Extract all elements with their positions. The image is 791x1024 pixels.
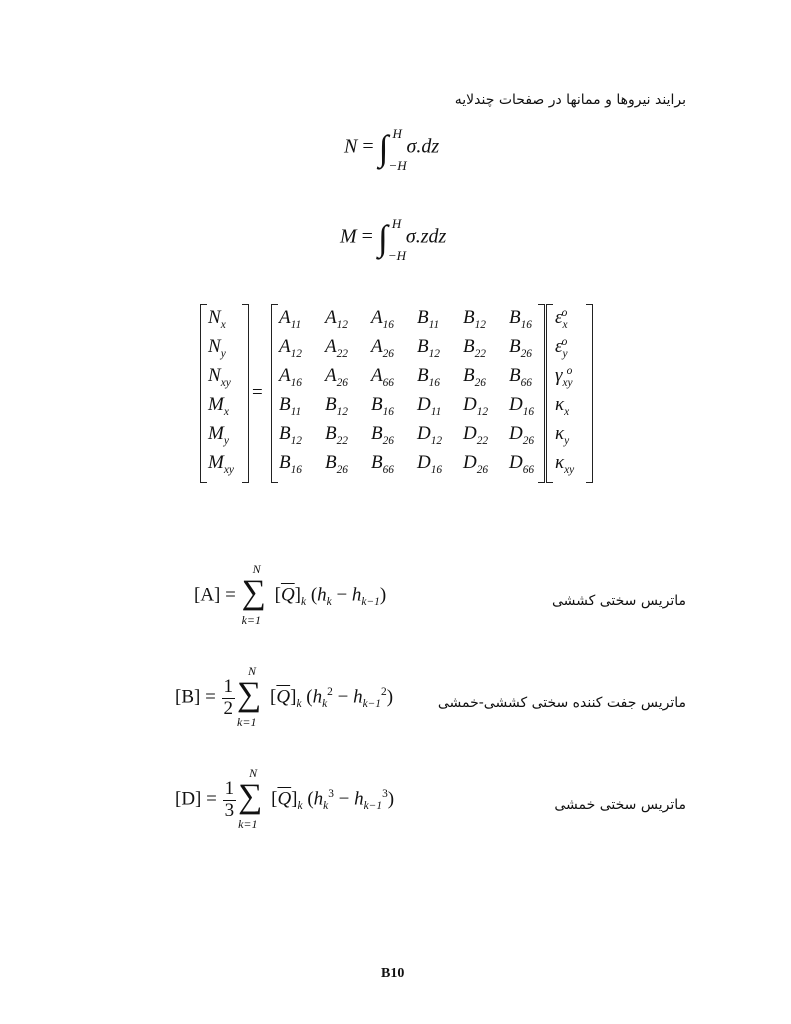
sum-lower: k=1 (238, 817, 258, 831)
strain-curvature-entry (555, 452, 575, 476)
left-bracket (271, 304, 278, 483)
symbol-subscript: 11 (428, 318, 440, 331)
symbol-subscript: x (220, 318, 226, 331)
stiffness-matrix-cell (417, 365, 440, 387)
definition-lhs: [D] (175, 788, 202, 810)
integral-lower-limit: −H (388, 158, 407, 173)
symbol-subscript: xy (220, 376, 231, 389)
integral-lower-limit: −H (387, 248, 406, 263)
right-bracket (242, 304, 249, 483)
symbol-subscript: 26 (474, 376, 486, 389)
stiffness-matrix-cell (463, 336, 486, 358)
symbol-base: B (509, 307, 521, 328)
stiffness-matrix-cell (463, 394, 488, 416)
symbol-base: D (417, 423, 431, 444)
stiffness-matrix-cell (279, 394, 301, 416)
symbol-base: M (208, 452, 224, 473)
sum-lower: k=1 (237, 715, 257, 729)
equation-lhs: M (340, 225, 357, 248)
definition-formula: [B] = $\frac{1}{2}$ N ∑ k=1 $[\overline{Q}]_k$ $(h_k^2 - h_{k-1}^2)$ (175, 664, 394, 729)
symbol-base: A (371, 365, 383, 386)
stiffness-matrix-cell (417, 452, 442, 474)
strain-curvature-entry (555, 394, 570, 418)
strain-curvature-entry (555, 336, 567, 358)
stiffness-matrix-cell (371, 394, 394, 416)
symbol-subscript: 26 (382, 434, 394, 447)
sum-upper: N (249, 766, 258, 780)
symbol-subscript: 22 (336, 434, 348, 447)
symbol-base: D (509, 452, 523, 473)
right-bracket (586, 304, 593, 483)
symbol-base: B (371, 394, 383, 415)
symbol-subscript: 12 (474, 318, 486, 331)
symbol-base: B (325, 394, 337, 415)
stiffness-matrix-cell (279, 423, 302, 445)
left-bracket (546, 304, 553, 483)
symbol-subscript: 12 (428, 347, 440, 360)
stiffness-matrix-cell (279, 336, 302, 358)
symbol-base: B (417, 336, 429, 357)
symbol-base: B (417, 307, 429, 328)
equation-integrand: σ.dz (406, 135, 440, 158)
stiffness-matrix-cell (279, 365, 302, 387)
symbol-base: B (463, 336, 475, 357)
left-bracket (200, 304, 207, 483)
sum-upper: N (248, 664, 257, 678)
stiffness-matrix-cell (279, 307, 301, 329)
symbol-base: B (509, 336, 521, 357)
symbol-subscript: 16 (290, 463, 302, 476)
symbol-base: N (208, 307, 221, 328)
symbol-subscript: 12 (430, 434, 443, 447)
stiffness-matrix-cell (509, 394, 534, 416)
stiffness-matrix-cell (417, 423, 442, 445)
symbol-base: κ (555, 394, 565, 415)
stiffness-matrix-cell (325, 365, 348, 387)
sum-upper: N (252, 562, 261, 576)
exponent: 2 (327, 686, 333, 699)
strain-curvature-entry (555, 423, 570, 447)
symbol-base: B (279, 394, 291, 415)
symbol-base: A (371, 336, 383, 357)
stiffness-matrix-cell (325, 423, 348, 445)
equation-integrand: σ.zdz (405, 225, 447, 248)
page-number: B10 (381, 966, 405, 981)
integral-upper-limit: H (391, 216, 402, 231)
equation-moment-resultant: M = ∫ H −H σ.zdz (340, 216, 447, 263)
symbol-subscript: 16 (430, 463, 443, 476)
symbol-base: κ (555, 423, 565, 444)
fraction-numerator: 1 (224, 777, 235, 799)
symbol-subscript: 16 (428, 376, 440, 389)
symbol-base: B (371, 452, 383, 473)
symbol-subscript: 22 (336, 347, 348, 360)
symbol-subscript: 66 (382, 463, 394, 476)
symbol-base: ε (555, 307, 563, 328)
stiffness-matrix-cell (371, 365, 394, 387)
resultant-vector-entry (208, 365, 231, 387)
symbol-subscript: 26 (520, 347, 532, 360)
exponent: 3 (382, 788, 388, 801)
stiffness-matrix-cell (371, 423, 394, 445)
symbol-base: B (325, 423, 337, 444)
symbol-base: D (509, 394, 523, 415)
stiffness-matrix-cell (325, 452, 348, 474)
symbol-subscript: 12 (290, 347, 302, 360)
symbol-base: D (463, 423, 477, 444)
symbol-subscript: 26 (522, 434, 535, 447)
symbol-subscript: 22 (474, 347, 486, 360)
stiffness-matrix-cell (371, 336, 394, 358)
stiffness-matrix-cell (509, 423, 534, 445)
symbol-base: A (279, 336, 291, 357)
symbol-subscript: y (220, 347, 226, 360)
symbol-base: B (417, 365, 429, 386)
stiffness-matrix-cell (463, 307, 486, 329)
symbol-base: A (325, 307, 337, 328)
symbol-subscript: y (562, 347, 568, 360)
fraction-denominator: 3 (224, 799, 235, 821)
definition-label: ماتریس جفت کننده سختی کششی-خمشی (437, 695, 686, 711)
sum-lower: k=1 (241, 613, 262, 627)
stiffness-matrix-cell (325, 307, 348, 329)
definition-formula: [D] = $\frac{1}{3}$ N ∑ k=1 $[\overline{Q}]_k$ $(h_k^3 - h_{k-1}^3)$ (175, 766, 395, 831)
strain-curvature-entry (555, 307, 567, 329)
symbol-base: B (279, 423, 291, 444)
symbol-subscript: 12 (336, 318, 348, 331)
symbol-subscript: 26 (336, 463, 348, 476)
symbol-subscript: y (564, 434, 570, 447)
symbol-base: A (279, 307, 291, 328)
exponent: 3 (328, 788, 334, 801)
right-bracket (538, 304, 545, 483)
section-heading: برایند نیروها و ممانها در صفحات چندلایه (454, 92, 686, 108)
resultant-vector-entry (208, 336, 226, 358)
symbol-subscript: 16 (522, 405, 535, 418)
symbol-base: A (325, 365, 337, 386)
symbol-subscript: 66 (522, 463, 535, 476)
symbol-subscript: 26 (476, 463, 489, 476)
symbol-base: A (371, 307, 383, 328)
symbol-base: B (509, 365, 521, 386)
symbol-subscript: y (223, 434, 229, 447)
integral-upper-limit: H (392, 126, 402, 141)
resultant-vector-entry (208, 307, 226, 329)
symbol-subscript: 26 (382, 347, 394, 360)
stiffness-matrix-cell (371, 307, 394, 329)
symbol-base: γ (555, 365, 563, 386)
symbol-base: κ (555, 452, 565, 473)
symbol-base: A (279, 365, 291, 386)
equation-force-resultant: N = ∫ H −H σ.dz (344, 126, 440, 173)
equals-sign: = (252, 382, 263, 403)
symbol-subscript: xy (564, 463, 575, 476)
symbol-subscript: 11 (290, 405, 302, 418)
symbol-subscript: 22 (476, 434, 489, 447)
symbol-subscript: 12 (476, 405, 489, 418)
symbol-subscript: x (562, 318, 568, 331)
definition-label: ماتریس سختی کششی (551, 593, 686, 609)
fraction-numerator: 1 (223, 675, 234, 697)
symbol-base: B (371, 423, 383, 444)
symbol-subscript: 11 (430, 405, 442, 418)
symbol-subscript: 66 (382, 376, 394, 389)
symbol-subscript: x (564, 405, 570, 418)
stiffness-matrix-cell (325, 394, 348, 416)
stiffness-matrix-cell (509, 307, 532, 329)
strain-curvature-entry (555, 365, 572, 387)
symbol-subscript: 12 (290, 434, 302, 447)
symbol-subscript: x (223, 405, 229, 418)
resultant-vector-entry (208, 394, 229, 416)
symbol-base: B (325, 452, 337, 473)
symbol-superscript: o (561, 306, 568, 319)
symbol-base: ε (555, 336, 563, 357)
stiffness-matrix-cell (325, 336, 348, 358)
symbol-subscript: 66 (520, 376, 532, 389)
symbol-subscript: 16 (382, 318, 394, 331)
stiffness-matrix-cell (509, 365, 532, 387)
stiffness-matrix-cell (463, 452, 488, 474)
stiffness-matrix-cell (371, 452, 394, 474)
definition-formula: [A] = N ∑ k=1 $[\overline{Q}]_k$ $(h_k - h_{k-1})$ (194, 562, 387, 627)
symbol-subscript: 26 (336, 376, 348, 389)
symbol-base: N (208, 336, 221, 357)
definition-label: ماتریس سختی خمشی (554, 797, 686, 813)
resultant-vector-entry (208, 452, 234, 474)
stiffness-matrix-cell (417, 307, 439, 329)
symbol-subscript: xy (562, 376, 573, 389)
stiffness-matrix-cell (463, 423, 488, 445)
fraction-denominator: 2 (223, 697, 234, 719)
symbol-subscript: 16 (382, 405, 394, 418)
stiffness-matrix-cell (417, 394, 441, 416)
stiffness-matrix-cell (509, 452, 534, 474)
resultant-vector-entry (208, 423, 229, 445)
symbol-base: D (463, 452, 477, 473)
symbol-base: D (463, 394, 477, 415)
definition-lhs: [A] (194, 584, 221, 606)
symbol-base: D (417, 452, 431, 473)
stiffness-matrix-cell (509, 336, 532, 358)
stiffness-matrix-cell (463, 365, 486, 387)
symbol-superscript: o (561, 335, 568, 348)
symbol-base: A (325, 336, 337, 357)
symbol-superscript: o (566, 364, 573, 377)
equation-lhs: N (344, 135, 358, 158)
symbol-base: N (208, 365, 221, 386)
stiffness-matrix-cell (279, 452, 302, 474)
exponent: 2 (381, 686, 387, 699)
symbol-base: M (208, 394, 224, 415)
symbol-base: D (509, 423, 523, 444)
symbol-subscript: 16 (290, 376, 302, 389)
symbol-subscript: 11 (290, 318, 302, 331)
symbol-subscript: 12 (336, 405, 348, 418)
symbol-base: B (463, 307, 475, 328)
stiffness-matrix-cell (417, 336, 440, 358)
symbol-base: B (463, 365, 475, 386)
symbol-subscript: xy (223, 463, 234, 476)
definition-lhs: [B] (175, 686, 201, 708)
symbol-subscript: 16 (520, 318, 532, 331)
symbol-base: D (417, 394, 431, 415)
symbol-base: M (208, 423, 224, 444)
symbol-base: B (279, 452, 291, 473)
